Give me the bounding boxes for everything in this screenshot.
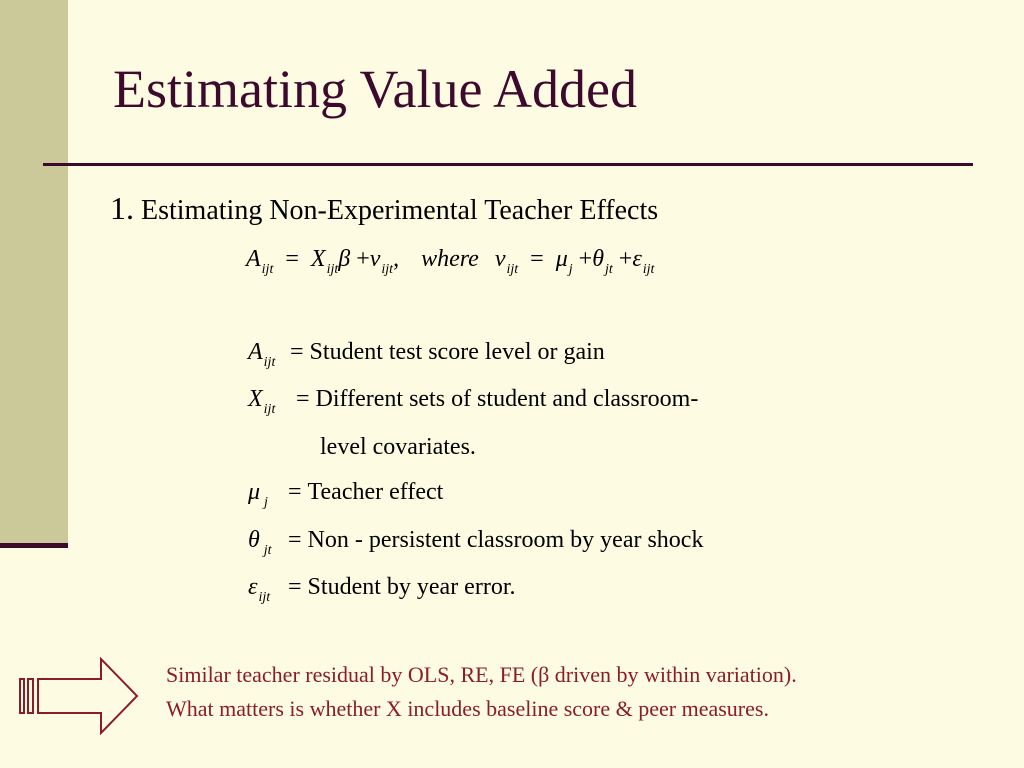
eq-where: where [421,246,479,272]
definition-text: Student by year error. [307,574,516,600]
section-heading-text: Estimating Non-Experimental Teacher Effects [141,195,659,226]
definition-x [248,384,698,425]
eq-plus-1: + [356,246,370,272]
model-equation [246,244,654,285]
definition-equals: = [290,339,304,365]
left-accent-rule [0,543,68,548]
definition-symbol: ε [248,574,258,600]
note-line-1: Similar teacher residual by OLS, RE, FE (β driven by within variation). [166,662,797,687]
eq-nu-2: ν [494,246,506,272]
definition-subscript: jt [263,543,272,558]
definition-symbol: A [248,339,263,365]
definition-theta [248,525,703,566]
eq-nu-sub: ijt [381,262,394,277]
definition-mu [248,477,443,518]
eq-x-sub: ijt [326,262,339,277]
definition-epsilon [248,572,515,613]
eq-plus-2: + [578,246,593,272]
definition-equals: = [288,479,302,505]
eq-equals-1: = [285,246,299,272]
eq-epsilon: ε [632,246,642,272]
eq-lhs-sub: ijt [261,262,274,277]
definition-equals: = [296,386,310,412]
definition-subscript: ijt [258,590,271,605]
eq-x-var: X [310,246,326,272]
left-accent-bar [0,0,68,545]
definition-subscript: ijt [263,402,276,417]
eq-theta-sub: jt [604,262,613,277]
eq-mu: μ [555,246,568,272]
eq-nu: ν [369,246,381,272]
definition-text: Non - persistent classroom by year shock [307,527,704,553]
definition-symbol: θ [248,527,260,553]
eq-beta: β [338,246,351,272]
eq-plus-3: + [618,246,633,272]
eq-equals-2: = [530,246,544,272]
title-divider [43,163,973,166]
definition-subscript: ijt [263,355,276,370]
note-text [166,658,797,726]
right-arrow-icon [18,657,140,735]
definition-equals: = [288,574,302,600]
section-heading [110,190,658,227]
slide-title: Estimating Value Added [113,59,637,119]
definition-text: Student test score level or gain [309,339,605,365]
note-line-2: What matters is whether X includes baseline score & peer measures. [166,696,769,721]
definition-symbol: μ [248,479,261,505]
definition-a [248,337,605,378]
eq-epsilon-sub: ijt [642,262,655,277]
definition-text: Teacher effect [307,479,444,505]
eq-theta: θ [592,246,604,272]
definition-text: Different sets of student and classroom- [315,386,699,412]
definition-subscript: j [264,495,268,510]
eq-lhs-var: A [246,246,261,272]
definition-symbol: X [248,386,263,412]
section-number: 1. [110,190,134,226]
eq-mu-sub: j [568,262,573,277]
eq-nu2-sub: ijt [506,262,519,277]
eq-comma: , [393,246,400,272]
definition-x-continuation: level covariates. [320,434,476,460]
definition-equals: = [288,527,302,553]
